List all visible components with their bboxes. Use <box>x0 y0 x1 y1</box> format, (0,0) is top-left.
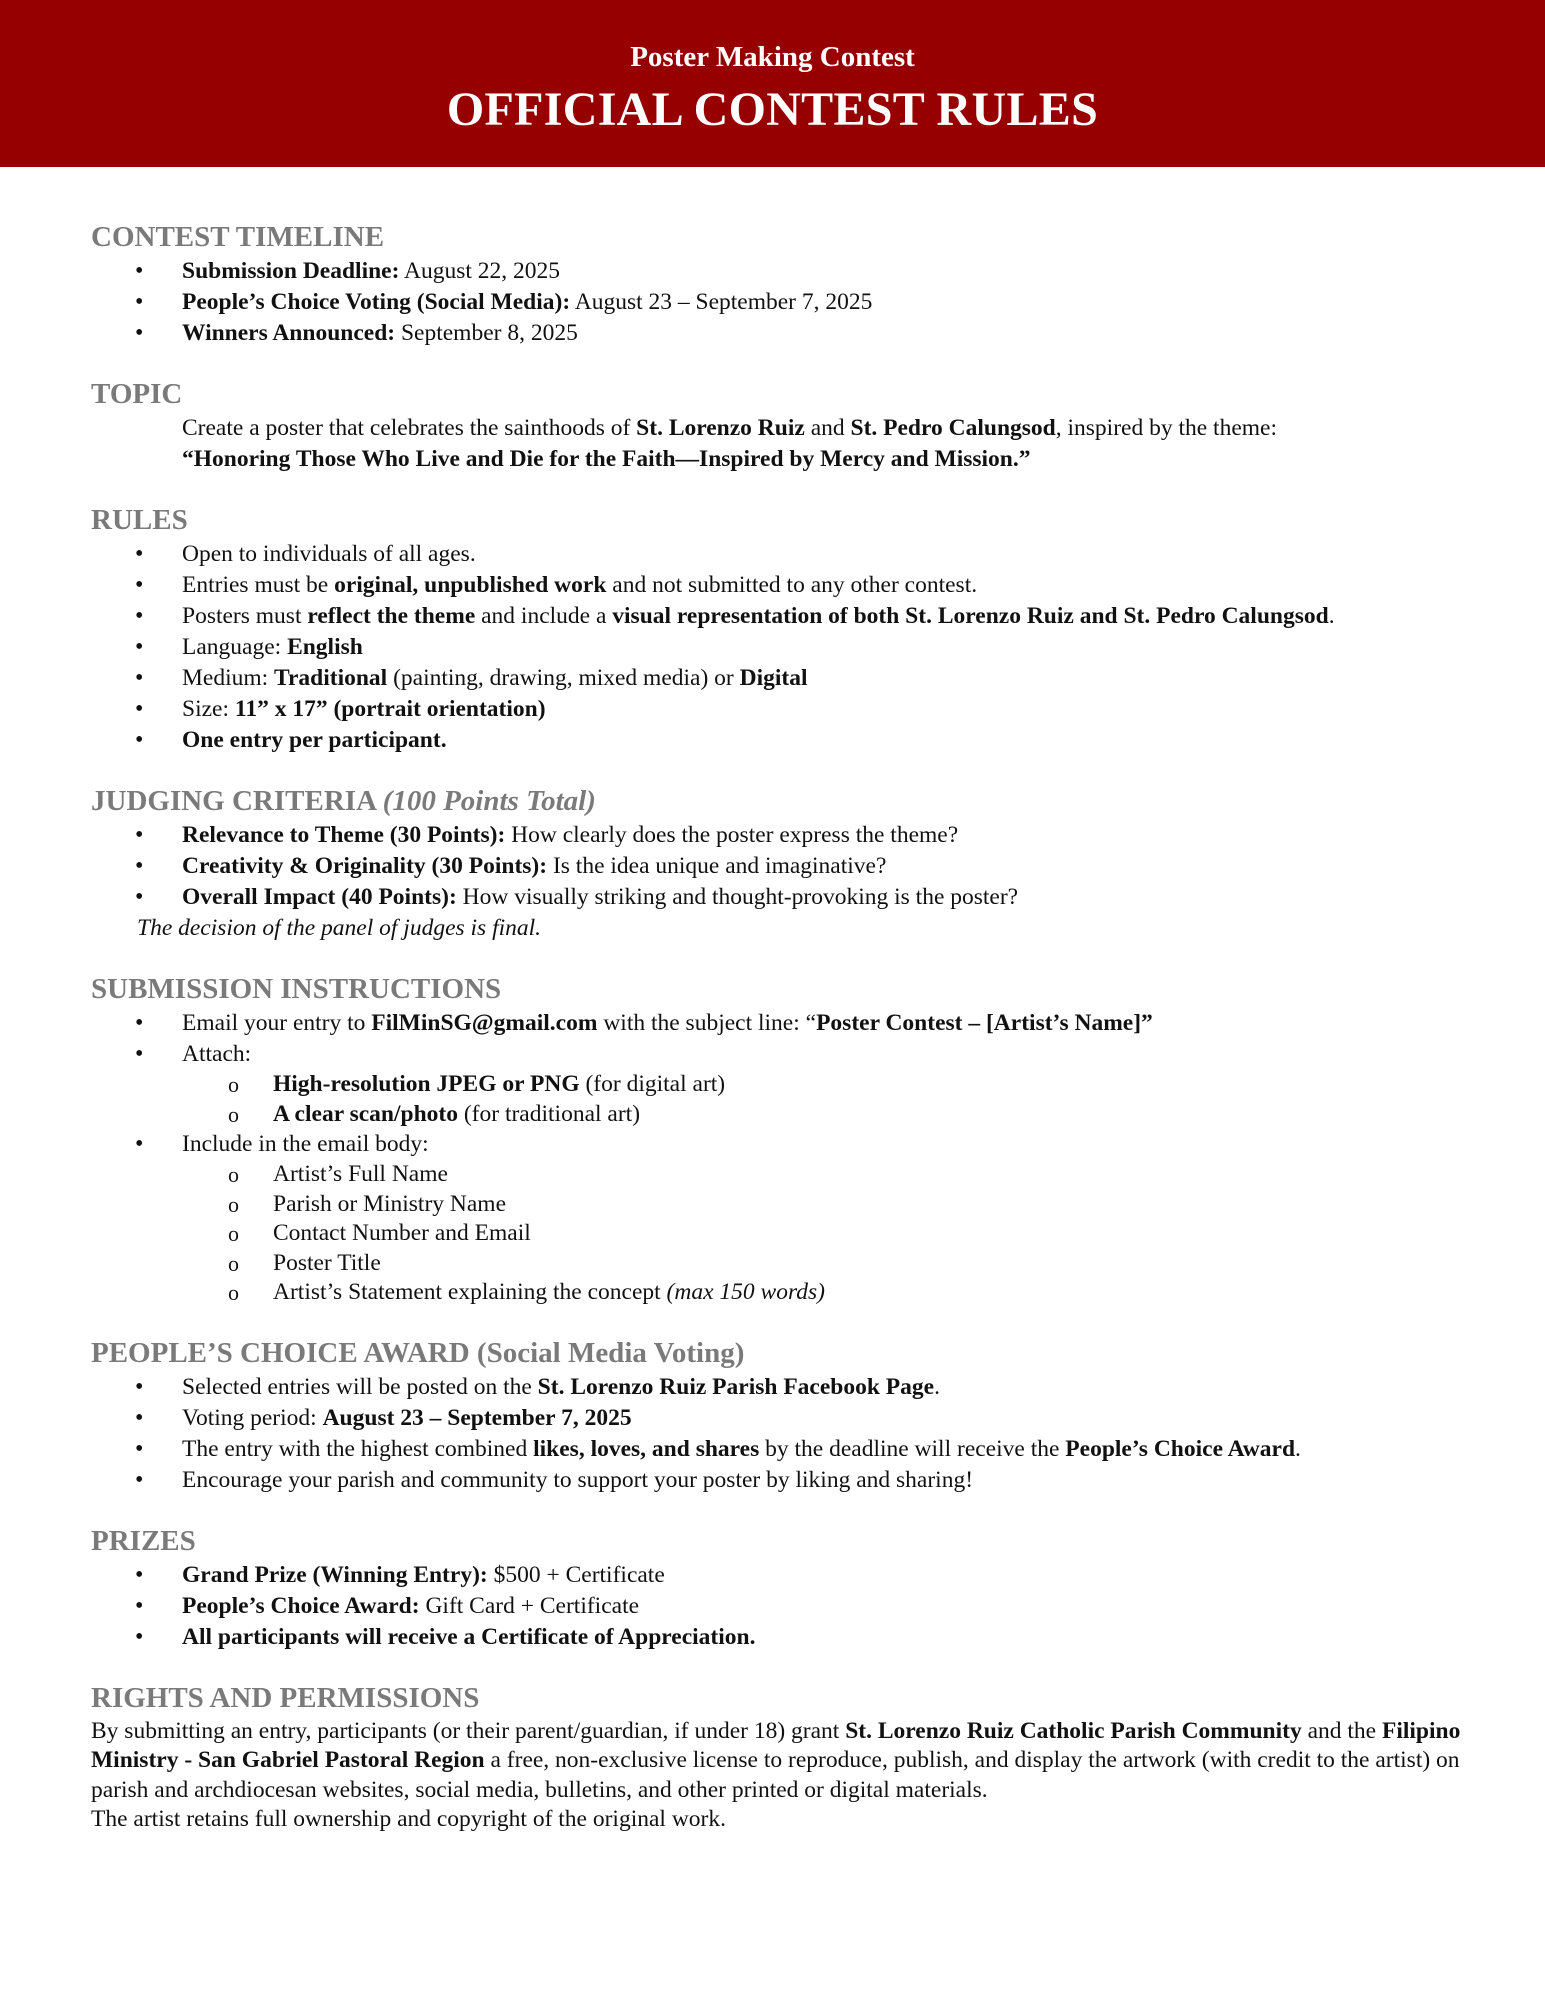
text-run: (painting, drawing, mixed media) or <box>387 665 740 691</box>
section-peoples-choice <box>91 1334 1491 1496</box>
email-address: FilMinSG@gmail.com <box>371 1010 598 1036</box>
text-run-bold: August 23 – September 7, 2025 <box>322 1404 632 1431</box>
text-run-bold: likes, loves, and shares <box>533 1435 760 1462</box>
item-value: How clearly does the poster express the theme? <box>505 822 959 848</box>
list-item <box>182 632 1491 663</box>
item-value: Is the idea unique and imaginative? <box>547 853 887 879</box>
text-run-bold: St. Lorenzo Ruiz Catholic Parish Community <box>845 1717 1302 1744</box>
text-run-bold: All participants will receive a Certificate of Appreciation. <box>182 1623 756 1650</box>
subject-line: Poster Contest – [Artist’s Name]” <box>816 1010 1153 1036</box>
list-item <box>182 1039 1491 1129</box>
header-title: OFFICIAL CONTEST RULES <box>446 83 1099 136</box>
text-run-bold: Filipino Ministry - San Gabriel Pastoral Region <box>91 1717 1461 1773</box>
section-heading: CONTEST TIMELINE <box>91 221 385 253</box>
list-item <box>182 1622 1491 1653</box>
list-item <box>182 694 1491 725</box>
text-run: The entry with the highest combined <box>182 1435 534 1462</box>
sub-list-item: o Contact Number and Email <box>273 1219 1491 1249</box>
item-value: How visually striking and thought-provoking is the poster? <box>456 884 1019 910</box>
text-run-italic: (max 150 words) <box>666 1279 825 1305</box>
sub-list-item <box>273 1278 1491 1308</box>
attach-list <box>182 1070 1491 1129</box>
item-label: Relevance to Theme (30 Points): <box>182 822 506 848</box>
item-value: September 8, 2025 <box>395 320 578 346</box>
text-run-bold: reflect the theme <box>307 603 476 629</box>
list-item <box>182 663 1491 694</box>
item-label: People’s Choice Award: <box>182 1592 420 1619</box>
text-run: Artist’s Statement explaining the concept <box>273 1279 667 1305</box>
list-item <box>182 882 1491 913</box>
text-run: Encourage your parish and community to support your poster by liking and sharing! <box>182 1466 974 1493</box>
section-heading: RIGHTS AND PERMISSIONS <box>91 1681 480 1714</box>
rights-paragraph <box>91 1717 1491 1806</box>
heading-suffix: (100 Points Total) <box>382 785 596 817</box>
peoples-choice-list <box>91 1372 1491 1496</box>
list-item <box>182 1008 1491 1039</box>
text-run-bold: visual representation of both St. Lorenzo Ruiz and St. Pedro Calungsod <box>612 603 1329 629</box>
section-heading: PEOPLE’S CHOICE AWARD (Social Media Voting) <box>91 1336 745 1369</box>
section-rules <box>91 501 1491 756</box>
judging-list <box>91 820 1491 913</box>
section-heading <box>91 782 1491 820</box>
text-run: and not submitted to any other contest. <box>606 572 978 598</box>
rights-ownership: The artist retains full ownership and copyright of the original work. <box>91 1806 726 1832</box>
item-value: (for traditional art) <box>457 1100 641 1127</box>
text-run: a free, non-exclusive license to reproduce, publish, and display the artwork (with credit to the artist) on parish and archdiocesan websites, social media, bulletins, and other printed or digital materials. <box>91 1747 1460 1803</box>
text-run-bold: original, unpublished work <box>334 572 607 598</box>
sub-list-item: o Parish or Ministry Name <box>273 1190 1491 1220</box>
timeline-list <box>91 256 1491 349</box>
section-heading: PRIZES <box>91 1524 196 1557</box>
text-run: with the subject line: “ <box>597 1010 817 1036</box>
prizes-list <box>91 1560 1491 1653</box>
header-subtitle: Poster Making Contest <box>630 41 915 73</box>
header-banner <box>0 0 1545 167</box>
text-run: and include a <box>475 603 613 629</box>
list-item <box>182 287 1491 318</box>
list-item <box>182 1403 1491 1434</box>
text-run: Include in the email body: <box>182 1131 429 1157</box>
section-rights <box>91 1679 1491 1835</box>
section-timeline <box>91 218 1491 349</box>
sub-list-item <box>273 1100 1491 1130</box>
topic-theme: “Honoring Those Who Live and Die for the Faith—Inspired by Mercy and Mission.” <box>182 446 1031 472</box>
text-run-bold: Digital <box>739 665 808 691</box>
text-run: Language: <box>182 634 288 660</box>
heading-text: JUDGING CRITERIA <box>91 785 383 817</box>
email-body-list <box>182 1160 1491 1308</box>
list-item <box>182 1434 1491 1465</box>
item-value: August 22, 2025 <box>399 258 561 284</box>
text-run-bold: St. Pedro Calungsod <box>850 415 1056 441</box>
submission-list <box>91 1008 1491 1308</box>
text-run: . <box>1295 1435 1301 1462</box>
item-label: Overall Impact (40 Points): <box>182 884 457 910</box>
topic-text <box>91 413 1491 475</box>
list-item <box>182 601 1491 632</box>
list-item <box>182 1591 1491 1622</box>
section-submission <box>91 970 1491 1308</box>
text-run: . <box>1328 603 1335 629</box>
text-run-bold: English <box>287 634 363 660</box>
item-label: People’s Choice Voting (Social Media): <box>182 289 571 315</box>
list-item <box>182 1560 1491 1591</box>
text-run: Size: <box>182 696 235 722</box>
item-value: August 23 – September 7, 2025 <box>570 289 873 315</box>
item-value: Gift Card + Certificate <box>419 1592 640 1619</box>
text-run: Entries must be <box>182 572 335 598</box>
text-run-bold: One entry per participant. <box>182 727 447 753</box>
text-run-bold: St. Lorenzo Ruiz <box>636 415 805 441</box>
text-run: . <box>934 1373 940 1400</box>
item-label: Submission Deadline: <box>182 258 400 284</box>
item-label: High-resolution JPEG or PNG <box>273 1071 580 1097</box>
section-topic <box>91 375 1491 475</box>
list-item <box>182 725 1491 756</box>
item-value: $500 + Certificate <box>487 1561 665 1588</box>
item-value: (for digital art) <box>579 1071 726 1097</box>
item-label: A clear scan/photo <box>273 1100 458 1127</box>
document-body <box>91 218 1491 1861</box>
sub-list-item: o Artist’s Full Name <box>273 1160 1491 1190</box>
text-run: and the <box>1301 1717 1382 1744</box>
text-run: Medium: <box>182 665 275 691</box>
list-item <box>182 539 1491 570</box>
list-item <box>182 851 1491 882</box>
sub-list-item: o Poster Title <box>273 1249 1491 1279</box>
section-heading: RULES <box>91 504 188 536</box>
rules-list <box>91 539 1491 756</box>
sub-list-item <box>273 1070 1491 1100</box>
judging-note: The decision of the panel of judges is final. <box>137 915 542 941</box>
text-run: , inspired by the theme: <box>1055 415 1277 441</box>
item-label: Grand Prize (Winning Entry): <box>182 1561 488 1588</box>
list-item <box>182 256 1491 287</box>
text-run: Selected entries will be posted on the <box>182 1373 538 1400</box>
section-prizes <box>91 1522 1491 1653</box>
list-item <box>182 1129 1491 1308</box>
list-item <box>182 1372 1491 1403</box>
text-run: Posters must <box>182 603 308 629</box>
text-run-bold: Traditional <box>274 665 388 691</box>
text-run: Create a poster that celebrates the sainthoods of <box>182 415 637 441</box>
section-judging <box>91 782 1491 944</box>
item-label: Winners Announced: <box>182 320 396 346</box>
text-run: by the deadline will receive the <box>759 1435 1066 1462</box>
list-item <box>182 1465 1491 1496</box>
section-heading: SUBMISSION INSTRUCTIONS <box>91 973 502 1005</box>
text-run: and <box>804 415 851 441</box>
text-run: Open to individuals of all ages. <box>182 541 476 567</box>
text-run: Voting period: <box>182 1404 323 1431</box>
text-run-bold: St. Lorenzo Ruiz Parish Facebook Page <box>537 1373 935 1400</box>
text-run: Email your entry to <box>182 1010 372 1036</box>
list-item <box>182 570 1491 601</box>
text-run: By submitting an entry, participants (or their parent/guardian, if under 18) grant <box>91 1717 846 1744</box>
list-item <box>182 318 1491 349</box>
list-item <box>182 820 1491 851</box>
item-label: Creativity & Originality (30 Points): <box>182 853 548 879</box>
section-heading: TOPIC <box>91 378 183 410</box>
text-run: Attach: <box>182 1041 252 1067</box>
text-run-bold: 11” x 17” (portrait orientation) <box>234 696 546 722</box>
text-run-bold: People’s Choice Award <box>1065 1435 1296 1462</box>
